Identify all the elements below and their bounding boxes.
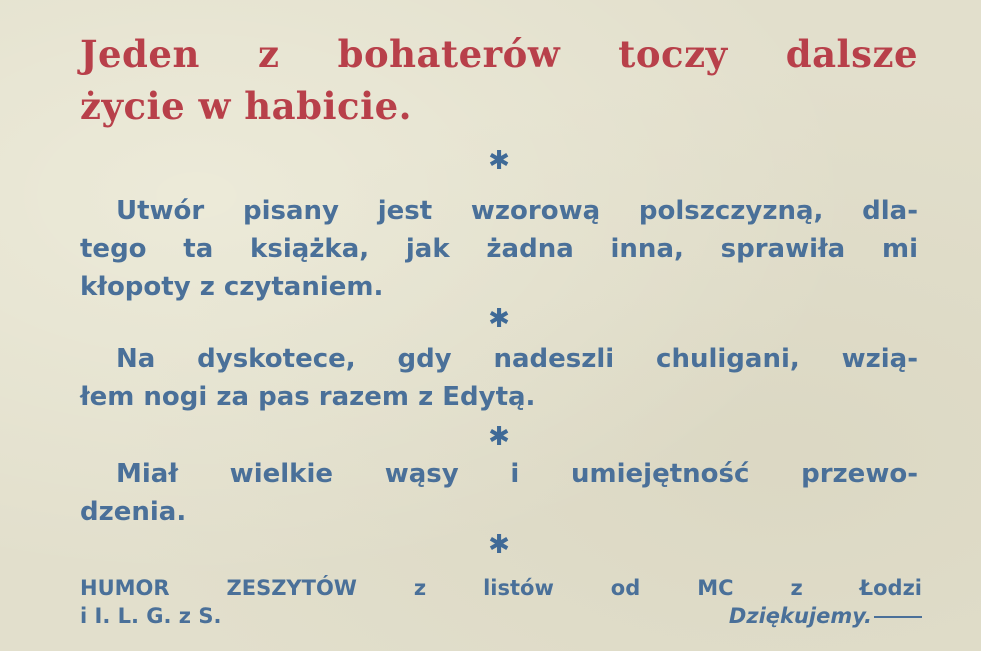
paragraph-2-line-2: łem nogi za pas razem z Edytą. [80,382,536,412]
footer-source-line [80,574,922,602]
paragraph-1-line-3: kłopoty z czytaniem. [80,272,384,302]
headline-line-1: Jeden z bohaterów toczy dalsze [80,32,918,76]
footer-thanks: Dziękujemy. [728,604,872,628]
footer-initials: i I. L. G. z S. [80,604,222,628]
paragraph-3-line-1: Miał wielkie wąsy i umiejętność przewo- [116,459,918,489]
footer-credits [80,574,922,630]
footer-dash [874,616,922,618]
footer-second-line [80,602,922,630]
headline [80,28,918,132]
separator-asterisk-3: ✱ [488,422,510,452]
headline-line-2: życie w habicie. [80,84,413,128]
paragraph-1-line-2: tego ta książka, jak żadna inna, sprawiła mi [80,234,918,264]
separator-asterisk-1: ✱ [488,146,510,176]
footer-thanks-wrap [729,602,922,630]
footer-source-text: HUMOR ZESZYTÓW z listów od MC z Łodzi [80,576,922,600]
paragraph-3-line-2: dzenia. [80,497,187,527]
paragraph-1-line-1: Utwór pisany jest wzorową polszczyzną, dla- [116,196,918,226]
paragraph-3 [80,455,918,531]
separator-asterisk-2: ✱ [488,304,510,334]
paragraph-2-line-1: Na dyskotece, gdy nadeszli chuligani, wzią- [116,344,918,374]
separator-asterisk-4: ✱ [488,530,510,560]
paragraph-2 [80,340,918,416]
paragraph-1 [80,192,918,306]
